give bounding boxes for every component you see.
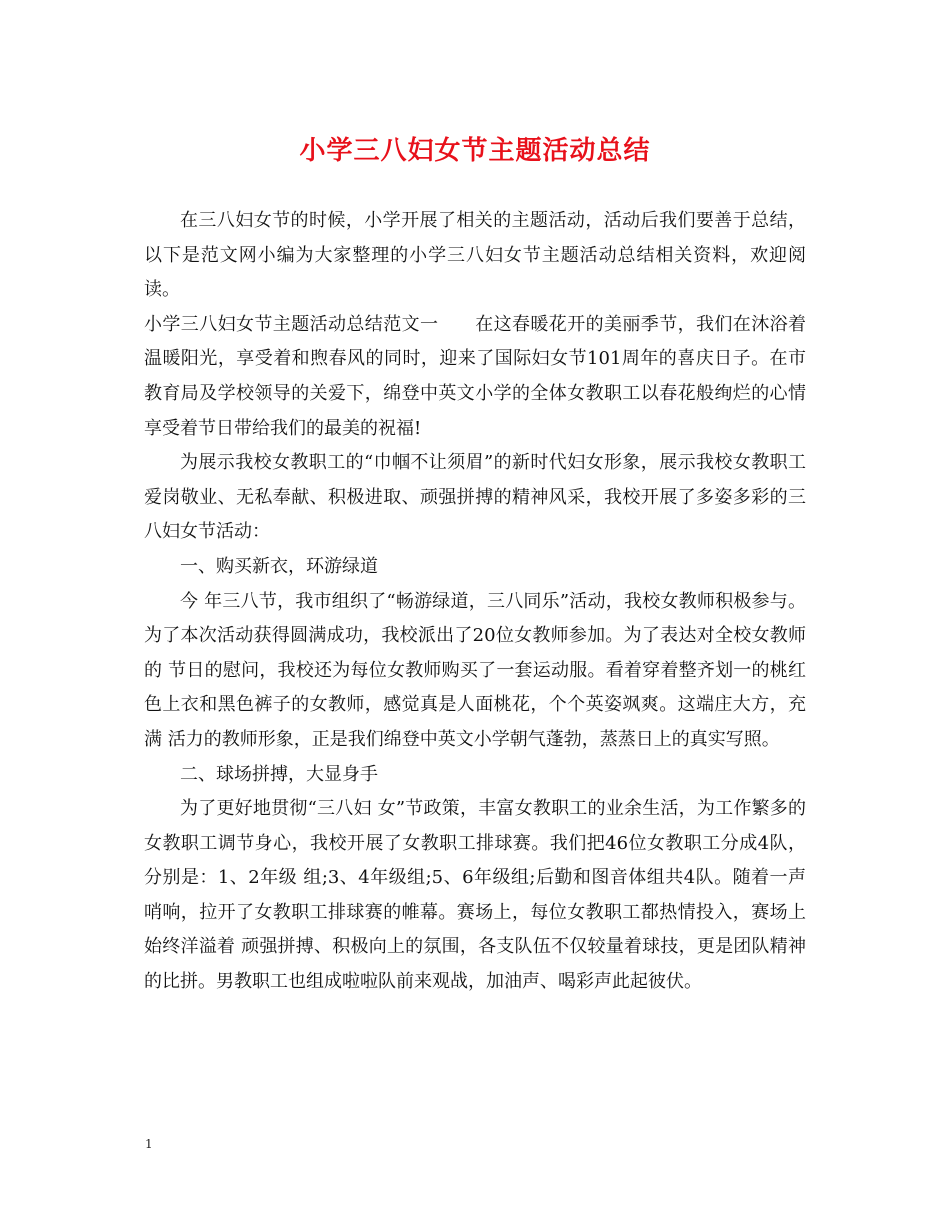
paragraph-section-2: 为了更好地贯彻“三八妇 女”节政策，丰富女教职工的业余生活，为工作繁多的女教职工调节身心，我校开展了女教职工排球赛。我们把46位女教职工分成4队，分别是：1、2年级 组;3、4年级组;5、6年级组;后勤和图音体组共4队。随着一声哨响，拉开了女教职工排球赛的帷幕。赛场上，每位女教职工都热情投入，赛场上始终洋溢着 顽强拼搏、积极向上的氛围，各支队伍不仅较量着球技，更是团队精神的比拼。男教职工也组成啦啦队前来观战，加油声、喝彩声此起彼伏。 (144, 798, 806, 993)
paragraph-sample-one: 小学三八妇女节主题活动总结范文一 在这春暖花开的美丽季节，我们在沐浴着温暖阳光，享受着和煦春风的同时，迎来了国际妇女节101周年的喜庆日子。在市教育局及学校领导的关爱下，绵登中英文小学的全体女教职工以春花般绚烂的心情享受着节日带给我们的最美的祝福! (144, 313, 806, 439)
document-title: 小学三八妇女节主题活动总结 (299, 136, 651, 166)
section-heading-2: 二、球场拼搏，大显身手 (180, 763, 378, 785)
paragraph-section-1: 今 年三八节，我市组织了“畅游绿道，三八同乐”活动，我校女教师积极参与。为了本次活动获得圆满成功，我校派出了20位女教师参加。为了表达对全校女教师的 节日的慰问，我校还为每位女教师购买了一套运动服。看着穿着整齐划一的桃红色上衣和黑色裤子的女教师，感觉真是人面桃花，个个英姿飒爽。这端庄大方，充满 活力的教师形象，正是我们绵登中英文小学朝气蓬勃，蒸蒸日上的真实写照。 (144, 590, 806, 750)
paragraph-intro: 在三八妇女节的时候，小学开展了相关的主题活动，活动后我们要善于总结，以下是范文网小编为大家整理的小学三八妇女节主题活动总结相关资料，欢迎阅读。 (144, 210, 806, 301)
section-heading-1: 一、购买新衣，环游绿道 (180, 555, 378, 577)
page-number: 1 (145, 1137, 153, 1151)
document-body (144, 204, 806, 1000)
paragraph-purpose: 为展示我校女教职工的“巾帼不让须眉”的新时代妇女形象，展示我校女教职工爱岗敬业、无私奉献、积极进取、顽强拼搏的精神风采，我校开展了多姿多彩的三八妇女节活动： (144, 452, 806, 543)
